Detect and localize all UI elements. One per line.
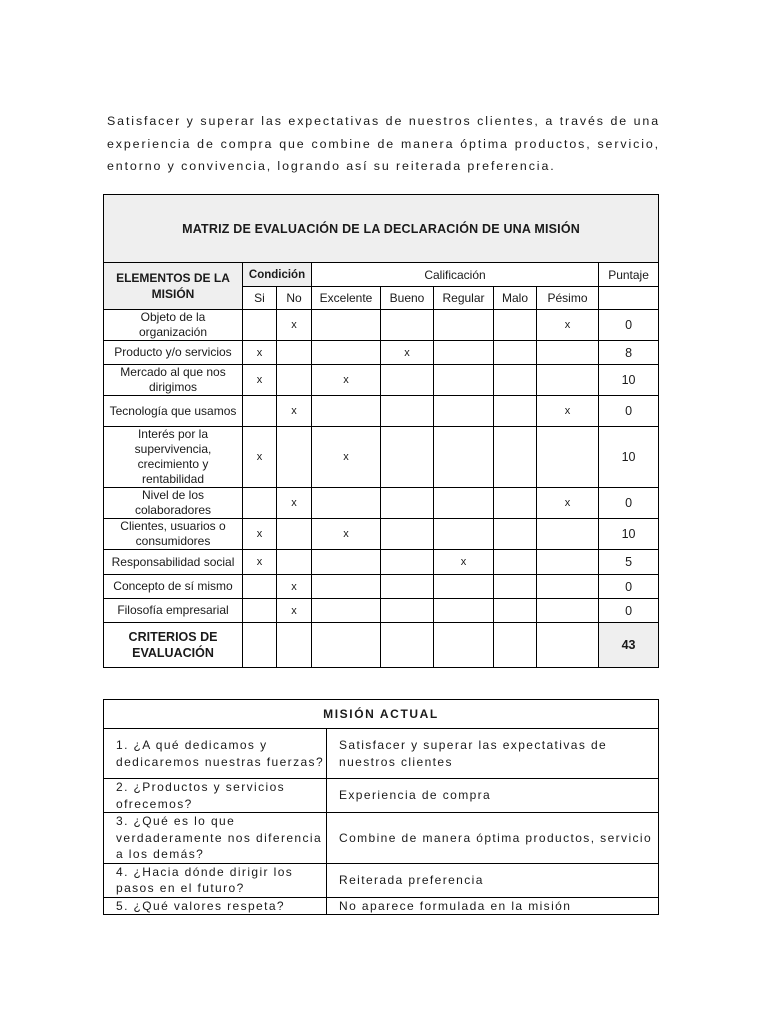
- cell-no: x: [277, 599, 312, 623]
- matrix-title: MATRIZ DE EVALUACIÓN DE LA DECLARACIÓN DE UNA MISIÓN: [104, 195, 659, 263]
- cell-pesimo: x: [537, 396, 599, 427]
- row-element: Concepto de sí mismo: [104, 575, 243, 599]
- cell-bueno: [381, 575, 434, 599]
- cell-malo: [494, 550, 537, 575]
- table-row: [104, 813, 659, 864]
- header-no: No: [277, 287, 312, 310]
- cell-si: [243, 599, 277, 623]
- mision-question: 4. ¿Hacia dónde dirigir los pasos en el futuro?: [104, 863, 327, 897]
- cell-bueno: [381, 427, 434, 488]
- cell-bueno: x: [381, 341, 434, 365]
- cell-malo: [494, 519, 537, 550]
- table-row: [104, 341, 659, 365]
- cell-malo: [494, 396, 537, 427]
- header-excelente: Excelente: [312, 287, 381, 310]
- total-label: CRITERIOS DE EVALUACIÓN: [104, 623, 243, 668]
- mision-actual-table: [103, 699, 659, 915]
- cell-pesimo: [537, 427, 599, 488]
- cell-regular: [434, 341, 494, 365]
- mision-answer: Experiencia de compra: [327, 779, 659, 813]
- cell-bueno: [381, 550, 434, 575]
- cell-score: 0: [599, 575, 659, 599]
- cell-bueno: [381, 488, 434, 519]
- cell-regular: x: [434, 550, 494, 575]
- cell-bueno: [381, 519, 434, 550]
- cell-malo: [494, 599, 537, 623]
- cell-score: 8: [599, 341, 659, 365]
- cell-no: x: [277, 575, 312, 599]
- row-element: Objeto de la organización: [104, 310, 243, 341]
- cell-si: x: [243, 341, 277, 365]
- cell-malo: [494, 575, 537, 599]
- table-row: [104, 897, 659, 915]
- cell-excelente: [312, 310, 381, 341]
- cell-malo: [494, 310, 537, 341]
- row-element: Mercado al que nos dirigimos: [104, 365, 243, 396]
- cell-excelente: [312, 488, 381, 519]
- header-elements: ELEMENTOS DE LA MISIÓN: [104, 263, 243, 310]
- table-row: [104, 863, 659, 897]
- header-score: Puntaje: [599, 263, 659, 287]
- cell-excelente: [312, 341, 381, 365]
- cell-si: x: [243, 365, 277, 396]
- cell-si: [243, 575, 277, 599]
- cell-score: 0: [599, 599, 659, 623]
- cell-no: x: [277, 310, 312, 341]
- mision-question: 2. ¿Productos y servicios ofrecemos?: [104, 779, 327, 813]
- cell-si: [243, 488, 277, 519]
- mision-title: MISIÓN ACTUAL: [104, 700, 659, 729]
- total-score: 43: [599, 623, 659, 668]
- mision-answer: Satisfacer y superar las expectativas de nuestros clientes: [327, 729, 659, 779]
- cell-si: [243, 396, 277, 427]
- cell-regular: [434, 519, 494, 550]
- cell-si: x: [243, 519, 277, 550]
- table-row: [104, 365, 659, 396]
- cell-excelente: x: [312, 427, 381, 488]
- cell-pesimo: [537, 341, 599, 365]
- header-malo: Malo: [494, 287, 537, 310]
- cell-pesimo: [537, 550, 599, 575]
- cell-excelente: [312, 396, 381, 427]
- mision-answer: No aparece formulada en la misión: [327, 897, 659, 915]
- mision-answer: Reiterada preferencia: [327, 863, 659, 897]
- header-si: Si: [243, 287, 277, 310]
- header-bueno: Bueno: [381, 287, 434, 310]
- table-row: [104, 488, 659, 519]
- cell-malo: [494, 488, 537, 519]
- cell-score: 5: [599, 550, 659, 575]
- header-rating: Calificación: [312, 263, 599, 287]
- cell-regular: [434, 599, 494, 623]
- cell-excelente: [312, 575, 381, 599]
- cell-bueno: [381, 396, 434, 427]
- row-element: Clientes, usuarios o consumidores: [104, 519, 243, 550]
- header-regular: Regular: [434, 287, 494, 310]
- cell-bueno: [381, 599, 434, 623]
- cell-regular: [434, 575, 494, 599]
- cell-si: x: [243, 427, 277, 488]
- cell-malo: [494, 341, 537, 365]
- table-row: [104, 310, 659, 341]
- cell-score: 0: [599, 488, 659, 519]
- cell-regular: [434, 488, 494, 519]
- mision-question: 3. ¿Qué es lo que verdaderamente nos diferencia a los demás?: [104, 813, 327, 864]
- cell-pesimo: [537, 599, 599, 623]
- mision-question: 1. ¿A qué dedicamos y dedicaremos nuestras fuerzas?: [104, 729, 327, 779]
- table-row: [104, 427, 659, 488]
- cell-no: [277, 550, 312, 575]
- table-row: [104, 396, 659, 427]
- cell-excelente: [312, 599, 381, 623]
- header-pesimo: Pésimo: [537, 287, 599, 310]
- table-row: [104, 599, 659, 623]
- cell-no: [277, 365, 312, 396]
- table-row: [104, 779, 659, 813]
- row-element: Tecnología que usamos: [104, 396, 243, 427]
- cell-pesimo: x: [537, 488, 599, 519]
- table-row: [104, 729, 659, 779]
- row-element: Interés por la supervivencia, crecimiento y rentabilidad: [104, 427, 243, 488]
- cell-si: x: [243, 550, 277, 575]
- cell-excelente: x: [312, 365, 381, 396]
- cell-pesimo: [537, 519, 599, 550]
- total-row: [104, 623, 659, 668]
- cell-score: 10: [599, 427, 659, 488]
- table-row: [104, 575, 659, 599]
- row-element: Filosofía empresarial: [104, 599, 243, 623]
- cell-no: x: [277, 396, 312, 427]
- header-condition: Condición: [243, 263, 312, 287]
- cell-si: [243, 310, 277, 341]
- cell-regular: [434, 310, 494, 341]
- cell-bueno: [381, 310, 434, 341]
- cell-no: [277, 427, 312, 488]
- row-element: Producto y/o servicios: [104, 341, 243, 365]
- cell-regular: [434, 427, 494, 488]
- cell-bueno: [381, 365, 434, 396]
- cell-excelente: [312, 550, 381, 575]
- mision-question: 5. ¿Qué valores respeta?: [104, 897, 327, 915]
- evaluation-matrix-table: [103, 194, 659, 668]
- intro-paragraph: Satisfacer y superar las expectativas de nuestros clientes, a través de una experiencia de compra que combine de manera óptima productos, servicio, entorno y convivencia, logrando así su reiterada preferencia.: [107, 114, 660, 173]
- cell-malo: [494, 365, 537, 396]
- cell-no: [277, 519, 312, 550]
- row-element: Responsabilidad social: [104, 550, 243, 575]
- cell-score: 10: [599, 365, 659, 396]
- row-element: Nivel de los colaboradores: [104, 488, 243, 519]
- header-score-blank: [599, 287, 659, 310]
- mision-answer: Combine de manera óptima productos, servicio: [327, 813, 659, 864]
- cell-excelente: x: [312, 519, 381, 550]
- cell-no: [277, 341, 312, 365]
- cell-score: 0: [599, 310, 659, 341]
- cell-regular: [434, 396, 494, 427]
- table-row: [104, 550, 659, 575]
- cell-pesimo: [537, 365, 599, 396]
- cell-score: 0: [599, 396, 659, 427]
- cell-no: x: [277, 488, 312, 519]
- cell-pesimo: [537, 575, 599, 599]
- cell-pesimo: x: [537, 310, 599, 341]
- cell-score: 10: [599, 519, 659, 550]
- cell-malo: [494, 427, 537, 488]
- table-row: [104, 519, 659, 550]
- cell-regular: [434, 365, 494, 396]
